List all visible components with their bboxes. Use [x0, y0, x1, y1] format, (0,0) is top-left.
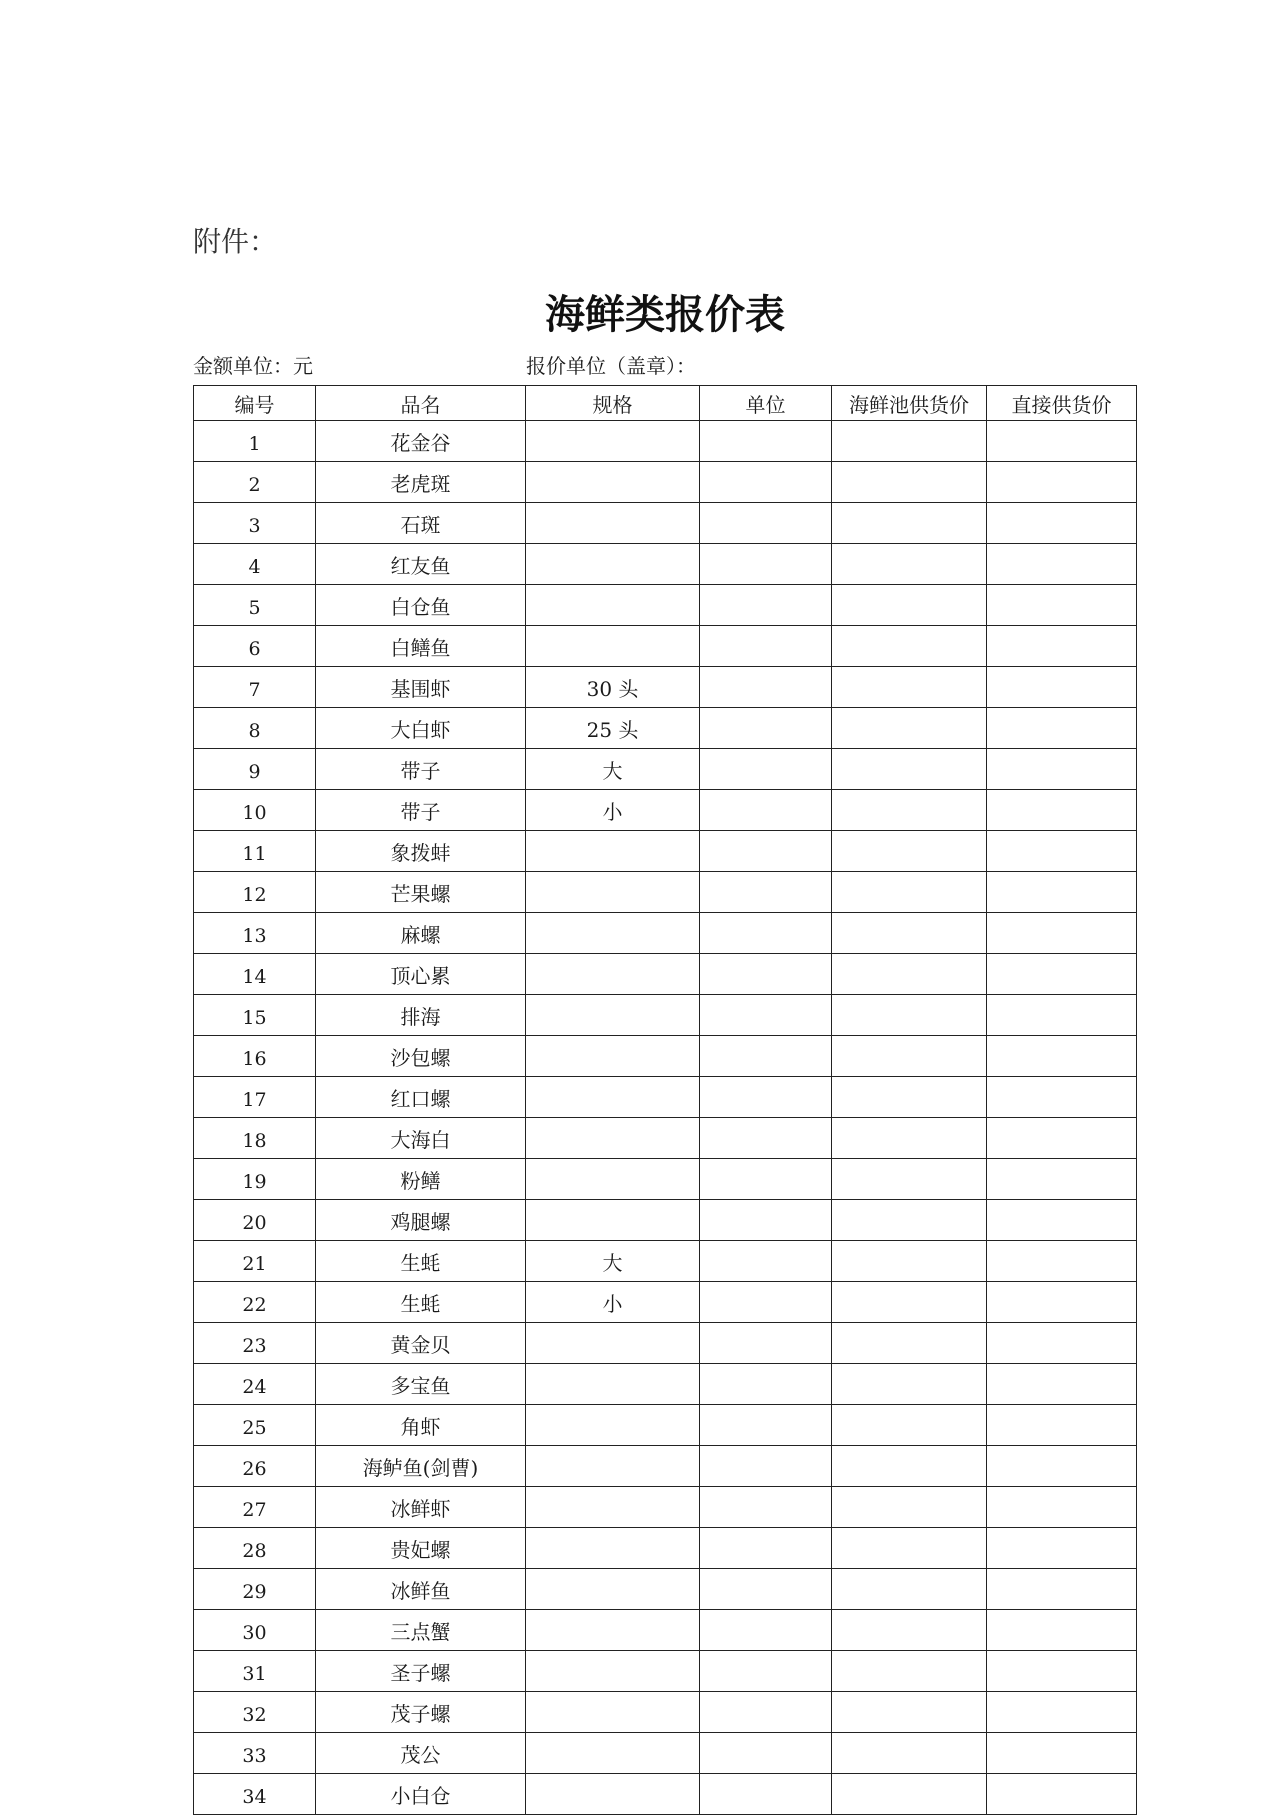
- row-number: 7: [194, 667, 316, 708]
- row-direct-price-cell: [987, 667, 1137, 708]
- meta-line: [193, 351, 1133, 381]
- row-number: 3: [194, 503, 316, 544]
- row-product-name: 白仓鱼: [316, 585, 526, 626]
- row-number: 20: [194, 1200, 316, 1241]
- row-unit-cell: [700, 872, 832, 913]
- header-cell-name: 品名: [316, 386, 526, 421]
- row-number: 10: [194, 790, 316, 831]
- header-row: [194, 386, 1137, 421]
- row-unit-cell: [700, 1651, 832, 1692]
- row-unit-cell: [700, 954, 832, 995]
- row-product-name: 大白虾: [316, 708, 526, 749]
- row-product-name: 芒果螺: [316, 872, 526, 913]
- row-spec: [526, 1118, 700, 1159]
- row-number: 27: [194, 1487, 316, 1528]
- row-unit-cell: [700, 1241, 832, 1282]
- row-product-name: 象拨蚌: [316, 831, 526, 872]
- table-row: [194, 1323, 1137, 1364]
- table-row: [194, 1528, 1137, 1569]
- row-pool-price-cell: [832, 1774, 987, 1815]
- row-number: 34: [194, 1774, 316, 1815]
- row-product-name: 白鳝鱼: [316, 626, 526, 667]
- attachment-label: 附件：: [193, 225, 278, 258]
- row-unit-cell: [700, 1446, 832, 1487]
- row-pool-price-cell: [832, 1241, 987, 1282]
- row-spec: [526, 913, 700, 954]
- row-unit-cell: [700, 1200, 832, 1241]
- row-product-name: 麻螺: [316, 913, 526, 954]
- table-row: [194, 626, 1137, 667]
- row-product-name: 沙包螺: [316, 1036, 526, 1077]
- table-row: [194, 585, 1137, 626]
- row-spec: [526, 626, 700, 667]
- row-unit-cell: [700, 749, 832, 790]
- header-cell-number: 编号: [194, 386, 316, 421]
- row-spec: 小: [526, 1282, 700, 1323]
- row-unit-cell: [700, 831, 832, 872]
- row-spec: [526, 1159, 700, 1200]
- row-product-name: 带子: [316, 790, 526, 831]
- row-spec: [526, 1528, 700, 1569]
- row-unit-cell: [700, 544, 832, 585]
- row-spec: [526, 954, 700, 995]
- row-unit-cell: [700, 626, 832, 667]
- row-spec: [526, 1036, 700, 1077]
- row-pool-price-cell: [832, 954, 987, 995]
- row-spec: [526, 1323, 700, 1364]
- row-pool-price-cell: [832, 1446, 987, 1487]
- row-product-name: 冰鲜虾: [316, 1487, 526, 1528]
- table-row: [194, 913, 1137, 954]
- table-row: [194, 1446, 1137, 1487]
- row-unit-cell: [700, 1036, 832, 1077]
- row-direct-price-cell: [987, 585, 1137, 626]
- row-spec: 大: [526, 1241, 700, 1282]
- row-pool-price-cell: [832, 667, 987, 708]
- row-spec: [526, 1446, 700, 1487]
- row-direct-price-cell: [987, 626, 1137, 667]
- row-number: 8: [194, 708, 316, 749]
- row-product-name: 大海白: [316, 1118, 526, 1159]
- row-number: 9: [194, 749, 316, 790]
- row-unit-cell: [700, 1077, 832, 1118]
- row-direct-price-cell: [987, 421, 1137, 462]
- row-product-name: 茂公: [316, 1733, 526, 1774]
- row-unit-cell: [700, 1733, 832, 1774]
- row-pool-price-cell: [832, 1487, 987, 1528]
- row-product-name: 红友鱼: [316, 544, 526, 585]
- row-spec: [526, 585, 700, 626]
- row-pool-price-cell: [832, 913, 987, 954]
- quote-table: [193, 385, 1137, 1815]
- row-number: 33: [194, 1733, 316, 1774]
- table-row: [194, 831, 1137, 872]
- table-body: [194, 421, 1137, 1815]
- row-direct-price-cell: [987, 872, 1137, 913]
- row-spec: [526, 1774, 700, 1815]
- table-row: [194, 1282, 1137, 1323]
- row-direct-price-cell: [987, 1733, 1137, 1774]
- header-cell-spec: 规格: [526, 386, 700, 421]
- row-pool-price-cell: [832, 1405, 987, 1446]
- row-pool-price-cell: [832, 1159, 987, 1200]
- row-number: 6: [194, 626, 316, 667]
- row-unit-cell: [700, 421, 832, 462]
- row-pool-price-cell: [832, 503, 987, 544]
- row-pool-price-cell: [832, 1651, 987, 1692]
- row-number: 14: [194, 954, 316, 995]
- row-pool-price-cell: [832, 708, 987, 749]
- row-unit-cell: [700, 913, 832, 954]
- row-spec: [526, 995, 700, 1036]
- table-row: [194, 544, 1137, 585]
- row-product-name: 粉鳝: [316, 1159, 526, 1200]
- row-direct-price-cell: [987, 1446, 1137, 1487]
- row-unit-cell: [700, 708, 832, 749]
- row-unit-cell: [700, 462, 832, 503]
- row-product-name: 顶心累: [316, 954, 526, 995]
- row-product-name: 花金谷: [316, 421, 526, 462]
- row-number: 22: [194, 1282, 316, 1323]
- row-pool-price-cell: [832, 1528, 987, 1569]
- row-number: 24: [194, 1364, 316, 1405]
- row-spec: [526, 1651, 700, 1692]
- row-product-name: 多宝鱼: [316, 1364, 526, 1405]
- row-product-name: 茂子螺: [316, 1692, 526, 1733]
- row-product-name: 红口螺: [316, 1077, 526, 1118]
- row-pool-price-cell: [832, 1200, 987, 1241]
- row-product-name: 排海: [316, 995, 526, 1036]
- row-unit-cell: [700, 1487, 832, 1528]
- row-unit-cell: [700, 667, 832, 708]
- row-number: 25: [194, 1405, 316, 1446]
- row-number: 30: [194, 1610, 316, 1651]
- row-direct-price-cell: [987, 995, 1137, 1036]
- row-unit-cell: [700, 995, 832, 1036]
- table-row: [194, 421, 1137, 462]
- table-row: [194, 872, 1137, 913]
- table-row: [194, 1651, 1137, 1692]
- row-spec: [526, 1364, 700, 1405]
- row-direct-price-cell: [987, 1241, 1137, 1282]
- row-number: 32: [194, 1692, 316, 1733]
- row-direct-price-cell: [987, 1692, 1137, 1733]
- row-pool-price-cell: [832, 421, 987, 462]
- row-unit-cell: [700, 1774, 832, 1815]
- table-row: [194, 503, 1137, 544]
- row-product-name: 小白仓: [316, 1774, 526, 1815]
- table-row: [194, 954, 1137, 995]
- row-product-name: 角虾: [316, 1405, 526, 1446]
- row-spec: [526, 872, 700, 913]
- row-unit-cell: [700, 1282, 832, 1323]
- row-product-name: 老虎斑: [316, 462, 526, 503]
- row-pool-price-cell: [832, 1036, 987, 1077]
- row-number: 12: [194, 872, 316, 913]
- page-title: 海鲜类报价表: [545, 291, 785, 338]
- row-number: 11: [194, 831, 316, 872]
- row-spec: 25 头: [526, 708, 700, 749]
- row-pool-price-cell: [832, 1323, 987, 1364]
- header-cell-pool-price: 海鲜池供货价: [832, 386, 987, 421]
- row-unit-cell: [700, 585, 832, 626]
- row-direct-price-cell: [987, 749, 1137, 790]
- row-direct-price-cell: [987, 790, 1137, 831]
- row-pool-price-cell: [832, 749, 987, 790]
- row-unit-cell: [700, 1405, 832, 1446]
- row-product-name: 三点蟹: [316, 1610, 526, 1651]
- row-pool-price-cell: [832, 544, 987, 585]
- row-direct-price-cell: [987, 1036, 1137, 1077]
- row-unit-cell: [700, 1364, 832, 1405]
- table-row: [194, 1692, 1137, 1733]
- row-spec: [526, 1077, 700, 1118]
- row-number: 28: [194, 1528, 316, 1569]
- row-direct-price-cell: [987, 708, 1137, 749]
- row-direct-price-cell: [987, 1118, 1137, 1159]
- row-product-name: 鸡腿螺: [316, 1200, 526, 1241]
- row-spec: [526, 831, 700, 872]
- row-number: 15: [194, 995, 316, 1036]
- table-row: [194, 462, 1137, 503]
- row-spec: 30 头: [526, 667, 700, 708]
- row-number: 26: [194, 1446, 316, 1487]
- row-product-name: 黄金贝: [316, 1323, 526, 1364]
- row-product-name: 圣子螺: [316, 1651, 526, 1692]
- table-row: [194, 1364, 1137, 1405]
- row-pool-price-cell: [832, 462, 987, 503]
- table-row: [194, 1610, 1137, 1651]
- row-product-name: 生蚝: [316, 1282, 526, 1323]
- row-spec: [526, 462, 700, 503]
- table-row: [194, 667, 1137, 708]
- row-pool-price-cell: [832, 1569, 987, 1610]
- table-row: [194, 1036, 1137, 1077]
- row-unit-cell: [700, 1159, 832, 1200]
- row-number: 1: [194, 421, 316, 462]
- table-row: [194, 1159, 1137, 1200]
- row-pool-price-cell: [832, 831, 987, 872]
- row-direct-price-cell: [987, 1774, 1137, 1815]
- row-direct-price-cell: [987, 1159, 1137, 1200]
- row-number: 5: [194, 585, 316, 626]
- row-direct-price-cell: [987, 1487, 1137, 1528]
- row-pool-price-cell: [832, 1118, 987, 1159]
- row-unit-cell: [700, 1118, 832, 1159]
- amount-unit-label: 金额单位：元: [193, 354, 313, 378]
- row-pool-price-cell: [832, 872, 987, 913]
- row-pool-price-cell: [832, 790, 987, 831]
- table-row: [194, 1200, 1137, 1241]
- row-number: 19: [194, 1159, 316, 1200]
- row-pool-price-cell: [832, 1733, 987, 1774]
- row-direct-price-cell: [987, 913, 1137, 954]
- table-row: [194, 790, 1137, 831]
- table-row: [194, 1241, 1137, 1282]
- row-direct-price-cell: [987, 462, 1137, 503]
- row-product-name: 带子: [316, 749, 526, 790]
- header-cell-direct-price: 直接供货价: [987, 386, 1137, 421]
- row-direct-price-cell: [987, 1364, 1137, 1405]
- row-spec: [526, 1610, 700, 1651]
- row-direct-price-cell: [987, 831, 1137, 872]
- row-number: 29: [194, 1569, 316, 1610]
- row-unit-cell: [700, 1569, 832, 1610]
- row-direct-price-cell: [987, 954, 1137, 995]
- row-product-name: 贵妃螺: [316, 1528, 526, 1569]
- row-number: 23: [194, 1323, 316, 1364]
- row-product-name: 海鲈鱼(剑曹): [316, 1446, 526, 1487]
- table-row: [194, 749, 1137, 790]
- row-spec: [526, 1692, 700, 1733]
- row-number: 21: [194, 1241, 316, 1282]
- row-spec: [526, 421, 700, 462]
- row-pool-price-cell: [832, 1282, 987, 1323]
- row-unit-cell: [700, 1528, 832, 1569]
- row-direct-price-cell: [987, 1200, 1137, 1241]
- row-number: 16: [194, 1036, 316, 1077]
- row-number: 18: [194, 1118, 316, 1159]
- row-pool-price-cell: [832, 585, 987, 626]
- table-row: [194, 995, 1137, 1036]
- table-row: [194, 1733, 1137, 1774]
- row-pool-price-cell: [832, 1364, 987, 1405]
- row-product-name: 石斑: [316, 503, 526, 544]
- row-pool-price-cell: [832, 626, 987, 667]
- row-pool-price-cell: [832, 995, 987, 1036]
- row-direct-price-cell: [987, 1077, 1137, 1118]
- row-direct-price-cell: [987, 1651, 1137, 1692]
- row-pool-price-cell: [832, 1077, 987, 1118]
- row-spec: [526, 544, 700, 585]
- row-spec: [526, 503, 700, 544]
- row-product-name: 冰鲜鱼: [316, 1569, 526, 1610]
- row-spec: [526, 1405, 700, 1446]
- row-product-name: 生蚝: [316, 1241, 526, 1282]
- row-product-name: 基围虾: [316, 667, 526, 708]
- row-unit-cell: [700, 1692, 832, 1733]
- row-unit-cell: [700, 503, 832, 544]
- row-spec: 小: [526, 790, 700, 831]
- quoting-unit-label: 报价单位（盖章）：: [526, 354, 696, 378]
- row-spec: [526, 1200, 700, 1241]
- row-number: 4: [194, 544, 316, 585]
- row-direct-price-cell: [987, 1323, 1137, 1364]
- table-row: [194, 1405, 1137, 1446]
- table-row: [194, 708, 1137, 749]
- row-direct-price-cell: [987, 1610, 1137, 1651]
- row-unit-cell: [700, 1323, 832, 1364]
- table-row: [194, 1487, 1137, 1528]
- row-number: 31: [194, 1651, 316, 1692]
- row-number: 13: [194, 913, 316, 954]
- row-direct-price-cell: [987, 503, 1137, 544]
- row-direct-price-cell: [987, 1282, 1137, 1323]
- header-cell-unit: 单位: [700, 386, 832, 421]
- row-spec: [526, 1733, 700, 1774]
- row-pool-price-cell: [832, 1692, 987, 1733]
- row-unit-cell: [700, 1610, 832, 1651]
- row-direct-price-cell: [987, 1405, 1137, 1446]
- row-direct-price-cell: [987, 1528, 1137, 1569]
- table-row: [194, 1118, 1137, 1159]
- table-row: [194, 1774, 1137, 1815]
- row-number: 2: [194, 462, 316, 503]
- row-direct-price-cell: [987, 544, 1137, 585]
- table-row: [194, 1077, 1137, 1118]
- row-number: 17: [194, 1077, 316, 1118]
- row-pool-price-cell: [832, 1610, 987, 1651]
- row-spec: [526, 1487, 700, 1528]
- table-row: [194, 1569, 1137, 1610]
- row-unit-cell: [700, 790, 832, 831]
- row-direct-price-cell: [987, 1569, 1137, 1610]
- row-spec: [526, 1569, 700, 1610]
- row-spec: 大: [526, 749, 700, 790]
